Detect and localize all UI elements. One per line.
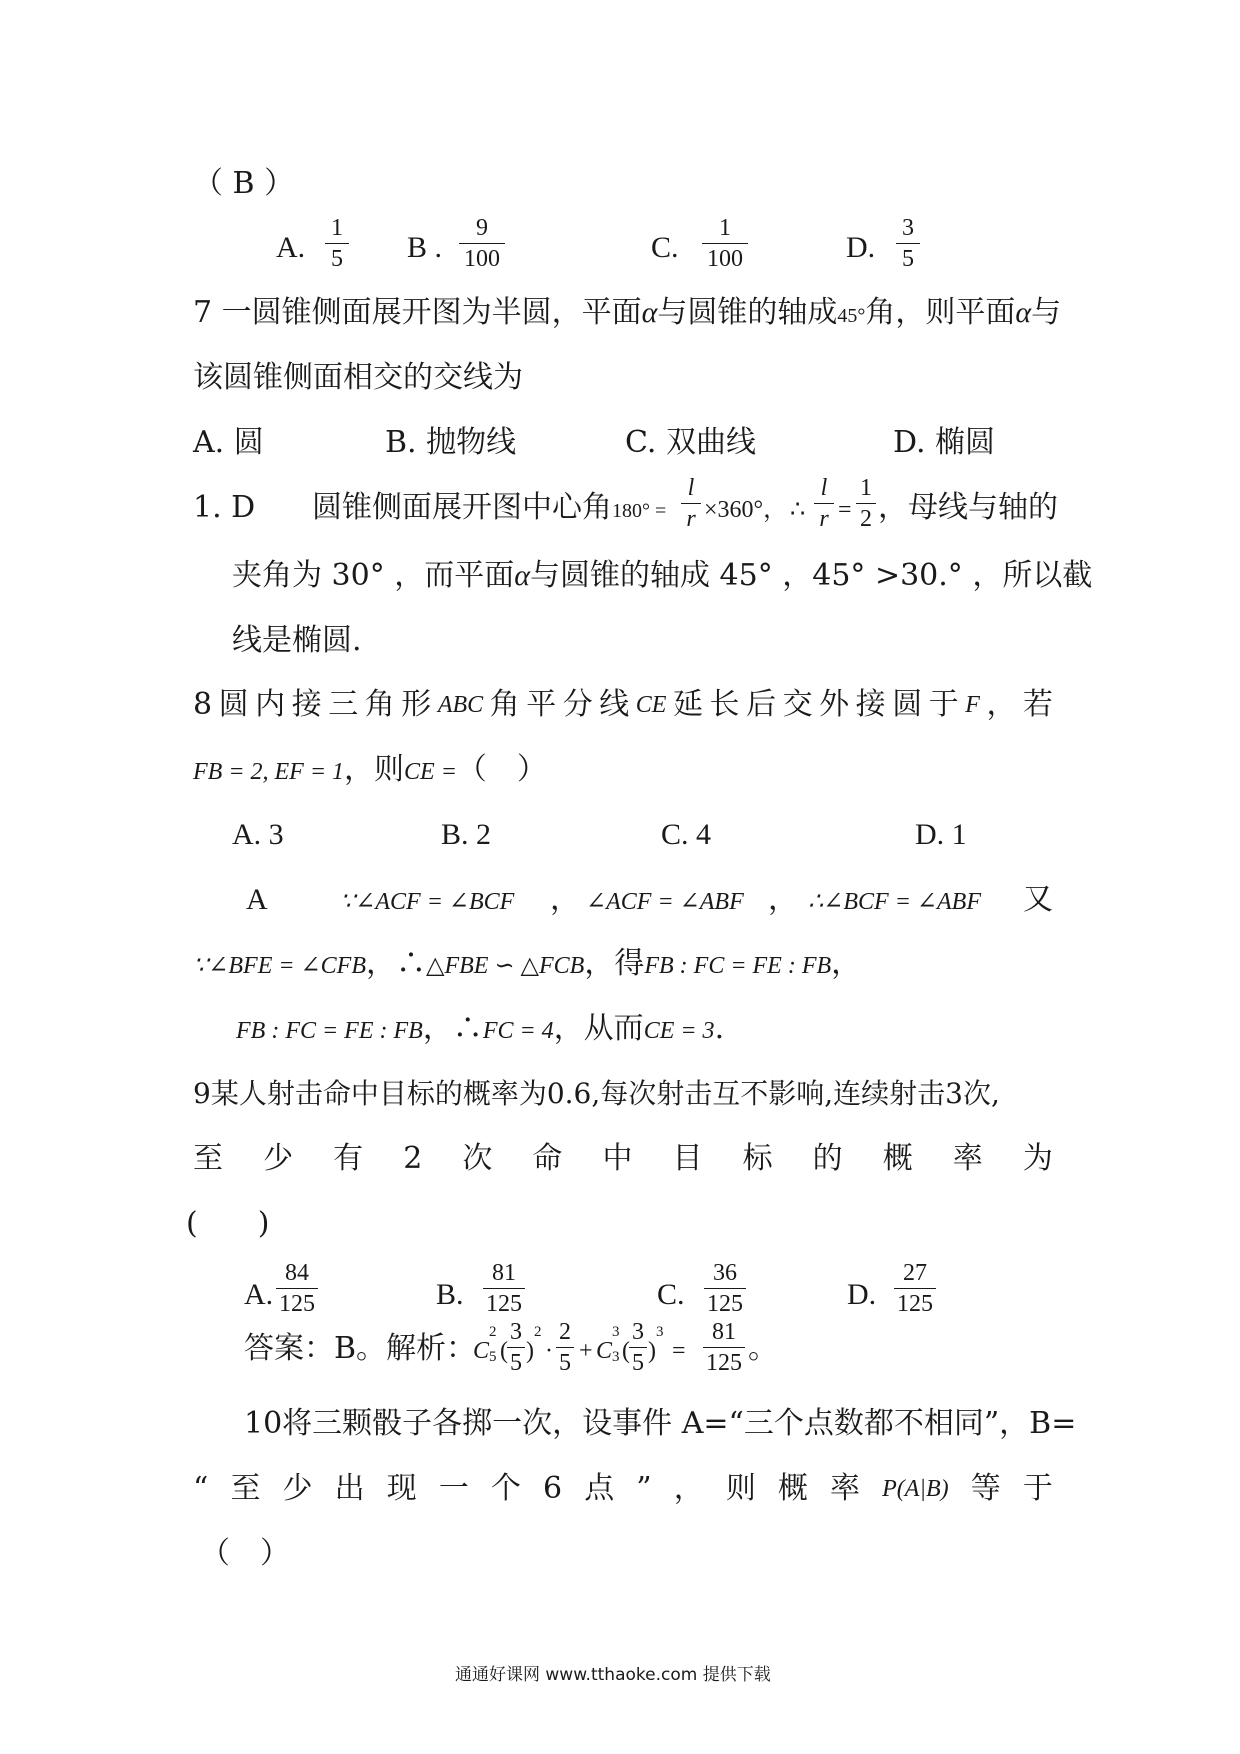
q6-option-b-fraction	[459, 214, 505, 273]
q8-solution-text: ，	[831, 946, 862, 981]
q8-char: 角	[489, 687, 520, 722]
fraction-bar	[629, 1347, 647, 1348]
q6-option-a-fraction	[325, 214, 349, 273]
q8-option-a: A. 3	[232, 818, 284, 851]
q9-question-line1: 9某人射击命中目标的概率为0.6,每次射击互不影响,连续射击3次,	[193, 1077, 1000, 1110]
fraction-numerator: 2	[559, 1319, 571, 1345]
q8-char: ，	[986, 687, 1017, 722]
q10-question-line2	[193, 1471, 1053, 1507]
q8-solution-math: FB : FC = FE : FB	[644, 953, 832, 979]
combination-subscript: 5	[489, 1349, 497, 1365]
combination-superscript: 2	[489, 1324, 497, 1340]
fraction-denominator: 2	[860, 506, 872, 532]
q9-option-b-fraction	[483, 1259, 525, 1318]
q8-answer-blank: （ ）	[456, 752, 547, 787]
q9-question-line2	[193, 1141, 1053, 1177]
q7-option-d: D. 椭圆	[893, 425, 996, 460]
q9-char: 命	[532, 1141, 563, 1176]
q8-solution-comma: ，	[768, 882, 798, 917]
combination-symbol: C	[596, 1338, 613, 1364]
fraction-bar	[896, 243, 920, 244]
formula-equals: =	[672, 1338, 686, 1364]
q8-solution-math: FB : FC = FE : FB	[236, 1018, 423, 1044]
fraction-bar	[507, 1347, 525, 1348]
q6-option-d-fraction	[896, 214, 920, 273]
formula-fraction-3-5-b	[629, 1318, 647, 1377]
fraction-denominator: 5	[331, 246, 343, 272]
paren-open: (	[500, 1338, 508, 1364]
q9-option-d-label: D.	[847, 1278, 877, 1311]
q8-char: 圆	[218, 687, 249, 722]
fraction-numerator: 84	[285, 1260, 309, 1286]
q8-char: 三	[328, 687, 359, 722]
q8-solution-also: 又	[1023, 882, 1053, 917]
q8-char: 角	[364, 687, 395, 722]
q9-char: 概	[882, 1141, 913, 1176]
fraction-denominator: 100	[464, 246, 500, 272]
fraction-numerator: 81	[712, 1319, 736, 1345]
fraction-denominator: 125	[486, 1291, 522, 1317]
paren-close: )	[526, 1338, 534, 1364]
q10-conditional-probability: P(A|B)	[882, 1476, 949, 1502]
therefore-symbol: ∴	[790, 497, 806, 523]
combination-symbol: C	[473, 1338, 490, 1364]
q7-solution-text: 夹角为 30° ，而平面	[232, 558, 515, 593]
q10-char: 率	[830, 1471, 860, 1506]
q7-text: 角，则平面	[865, 295, 1016, 330]
q6-option-a-label: A.	[276, 231, 306, 264]
q10-char: 等	[970, 1471, 1001, 1506]
q8-char: 后	[746, 687, 777, 722]
q9-option-c-fraction	[704, 1259, 746, 1318]
fraction-bar	[856, 503, 876, 504]
q9-option-a-fraction	[276, 1259, 318, 1318]
q8-char: 内	[255, 687, 286, 722]
alpha-symbol: α	[514, 559, 530, 592]
formula-fraction-2-5	[556, 1318, 574, 1377]
q10-char: 6	[543, 1471, 563, 1506]
q8-char: 形	[401, 687, 432, 722]
fraction-bar	[702, 243, 748, 244]
q10-char: 则	[725, 1471, 756, 1506]
q10-answer-blank: （ ）	[200, 1536, 290, 1571]
fraction-denominator: 5	[510, 1350, 522, 1376]
q7-solution-line1	[312, 490, 666, 529]
q8-solution-step2: ∠ACF = ∠ABF	[586, 889, 744, 915]
q8-point-f: F	[965, 692, 980, 718]
formula-exponent: 3	[656, 1324, 664, 1340]
fraction-numerator: 3	[510, 1319, 522, 1345]
q10-char: 于	[1022, 1471, 1053, 1506]
fraction-denominator: 125	[706, 1350, 742, 1376]
q8-char: 长	[709, 687, 740, 722]
q8-char: 外	[819, 687, 850, 722]
q8-solution-step1: ∵∠ACF = ∠BCF	[340, 889, 515, 915]
q8-char: 8	[193, 687, 213, 722]
fraction-bar	[814, 503, 834, 504]
q7-solution-text: 与圆锥的轴成 45° ，45° >30.° ，所以截	[530, 558, 1093, 593]
q9-char: 少	[263, 1141, 294, 1176]
q8-solution-text: ，得	[584, 946, 645, 981]
q8-char: 延	[673, 687, 703, 722]
fraction-denominator: r	[819, 506, 829, 532]
q9-char: 至	[193, 1141, 223, 1176]
fraction-denominator: 5	[559, 1350, 571, 1376]
fraction-numerator: 1	[719, 215, 731, 241]
fraction-numerator: 1	[331, 215, 343, 241]
q6-option-b-label: B .	[407, 231, 443, 264]
q6-option-c-label: C.	[651, 231, 679, 264]
q7-fraction-l-over-r	[681, 474, 701, 533]
q8-solution-math: ∵∠BFE = ∠CFB	[193, 953, 366, 979]
q7-option-a: A. 圆	[193, 425, 264, 460]
fraction-bar	[483, 1288, 525, 1289]
q10-question-line1: 10将三颗骰子各掷一次，设事件 A=“三个点数都不相同”，B=	[244, 1406, 1077, 1441]
q10-char: 个	[490, 1471, 521, 1506]
fraction-denominator: 5	[902, 246, 914, 272]
q9-char: 率	[952, 1141, 983, 1176]
fraction-denominator: 5	[632, 1350, 644, 1376]
fraction-bar	[894, 1288, 936, 1289]
formula-plus: +	[579, 1338, 593, 1364]
q9-option-d-fraction	[894, 1259, 936, 1318]
q9-answer-blank: ( )	[186, 1206, 270, 1241]
q7-question-line2: 该圆锥侧面相交的交线为	[193, 360, 523, 395]
angle-45: 45°	[837, 305, 866, 327]
q7-text: 与圆锥的轴成	[657, 295, 838, 330]
q7-option-c: C. 双曲线	[625, 425, 756, 460]
q10-char: ”	[636, 1471, 652, 1506]
fraction-bar	[704, 1288, 746, 1289]
q10-char: 概	[777, 1471, 808, 1506]
q8-solution-answer: A	[246, 883, 268, 916]
combination-subscript: 3	[612, 1349, 620, 1365]
q9-char: 目	[672, 1141, 703, 1176]
q10-char: 出	[334, 1471, 365, 1506]
q8-solution-result: CE = 3	[643, 1018, 715, 1044]
fraction-denominator: 125	[897, 1291, 933, 1317]
q7-question-line1	[193, 295, 1061, 334]
q8-solution-text: ，∴	[366, 946, 426, 981]
fraction-denominator: r	[686, 506, 696, 532]
q8-char: 分	[562, 687, 593, 722]
formula-dot: ·	[545, 1338, 553, 1364]
fraction-denominator: 125	[707, 1291, 743, 1317]
q8-option-d: D. 1	[915, 818, 967, 851]
q9-char: 次	[462, 1141, 493, 1176]
q7-option-b: B. 抛物线	[385, 425, 517, 460]
q8-char: 于	[928, 687, 959, 722]
fraction-numerator: 3	[632, 1319, 644, 1345]
q7-text: 7 一圆锥侧面展开图为半圆，平面	[193, 295, 642, 330]
q9-answer-label: 答案：B。解析：	[244, 1331, 477, 1366]
fraction-numerator: 3	[902, 215, 914, 241]
fraction-numerator: l	[820, 475, 828, 501]
q7-fraction-l-over-r-2	[814, 474, 834, 533]
formula-end: 。	[748, 1331, 778, 1366]
q10-char: 至	[230, 1471, 261, 1506]
q7-solution-line3: 线是椭圆.	[232, 623, 362, 658]
q9-option-a-label: A.	[244, 1278, 274, 1311]
q9-char: 标	[742, 1141, 773, 1176]
q10-char: 少	[282, 1471, 313, 1506]
q9-option-b-label: B.	[436, 1278, 464, 1311]
fraction-numerator: 1	[860, 475, 872, 501]
fraction-numerator: 36	[713, 1260, 737, 1286]
fraction-numerator: 9	[476, 215, 488, 241]
q6-answer-marker: （ B ）	[193, 166, 295, 201]
formula-exponent: 2	[534, 1324, 542, 1340]
alpha-symbol: α	[641, 296, 658, 329]
q8-solution-math: FC = 4	[482, 1018, 554, 1044]
q8-similar-triangles: △FBE ∽ △FCB	[426, 953, 585, 979]
q8-solution-comma: ，	[550, 882, 580, 917]
q7-solution-number: 1. D	[193, 490, 256, 525]
q6-option-c-fraction	[702, 214, 748, 273]
q8-ce-equals: CE =	[404, 759, 457, 785]
fraction-bar	[459, 243, 505, 244]
fraction-numerator: l	[687, 475, 695, 501]
formula-result-fraction	[703, 1318, 745, 1377]
q7-equals: =	[838, 497, 852, 523]
q8-solution-step3: ∴∠BCF = ∠ABF	[808, 889, 981, 915]
q8-solution-text: .	[714, 1011, 725, 1046]
q7-solution-times: ×360°，	[704, 497, 788, 523]
q8-segment-ce: CE	[635, 692, 667, 718]
q8-char: 若	[1022, 687, 1053, 722]
q8-solution-line3	[236, 1011, 724, 1049]
q10-char: “	[193, 1471, 209, 1506]
q8-char: 接	[855, 687, 886, 722]
fraction-bar	[325, 243, 349, 244]
q10-char: 现	[386, 1471, 417, 1506]
q8-solution-text: ，∴	[422, 1011, 483, 1046]
q10-char: 点	[584, 1471, 615, 1506]
fraction-bar	[276, 1288, 318, 1289]
q9-char: 2	[403, 1141, 423, 1176]
q7-solution-text: 圆锥侧面展开图中心角	[312, 490, 612, 525]
q7-solution-line1-end: ，母线与轴的	[878, 490, 1058, 525]
q8-char: 平	[526, 687, 557, 722]
q6-option-d-label: D.	[846, 231, 876, 264]
fraction-bar	[556, 1347, 574, 1348]
q8-text: ，则	[344, 752, 405, 787]
q8-option-b: B. 2	[441, 818, 492, 851]
q7-text: 与	[1031, 295, 1062, 330]
q9-char: 的	[812, 1141, 843, 1176]
q9-option-c-label: C.	[657, 1278, 685, 1311]
q8-solution-text: ，从而	[553, 1011, 644, 1046]
q8-char: 线	[599, 687, 630, 722]
fraction-denominator: 100	[707, 246, 743, 272]
q8-solution-line2	[193, 946, 861, 984]
alpha-symbol: α	[1015, 296, 1032, 329]
q9-char: 有	[333, 1141, 364, 1176]
page-footer: 通通好课网 www.tthaoke.com 提供下载	[455, 1665, 771, 1685]
q9-char: 中	[602, 1141, 633, 1176]
fraction-numerator: 27	[903, 1260, 927, 1286]
q8-char: 交	[782, 687, 813, 722]
q8-triangle-abc: ABC	[437, 692, 484, 718]
q8-given: FB = 2, EF = 1	[193, 759, 345, 785]
paren-close: )	[648, 1338, 656, 1364]
q8-question-line2	[193, 752, 547, 790]
q10-char: ，	[673, 1471, 704, 1506]
combination-superscript: 3	[612, 1324, 620, 1340]
q8-char: 圆	[892, 687, 923, 722]
fraction-bar	[703, 1347, 745, 1348]
q7-fraction-half	[856, 474, 876, 533]
angle-180: 180° =	[612, 500, 667, 522]
formula-fraction-3-5	[507, 1318, 525, 1377]
fraction-numerator: 81	[492, 1260, 516, 1286]
q8-question-line1	[193, 687, 1053, 723]
paren-open: (	[622, 1338, 630, 1364]
q7-solution-line2	[232, 558, 1092, 594]
fraction-denominator: 125	[279, 1291, 315, 1317]
q10-char: 一	[438, 1471, 469, 1506]
q8-option-c: C. 4	[661, 818, 712, 851]
q9-char: 为	[1022, 1141, 1053, 1176]
q8-char: 接	[291, 687, 322, 722]
fraction-bar	[681, 503, 701, 504]
